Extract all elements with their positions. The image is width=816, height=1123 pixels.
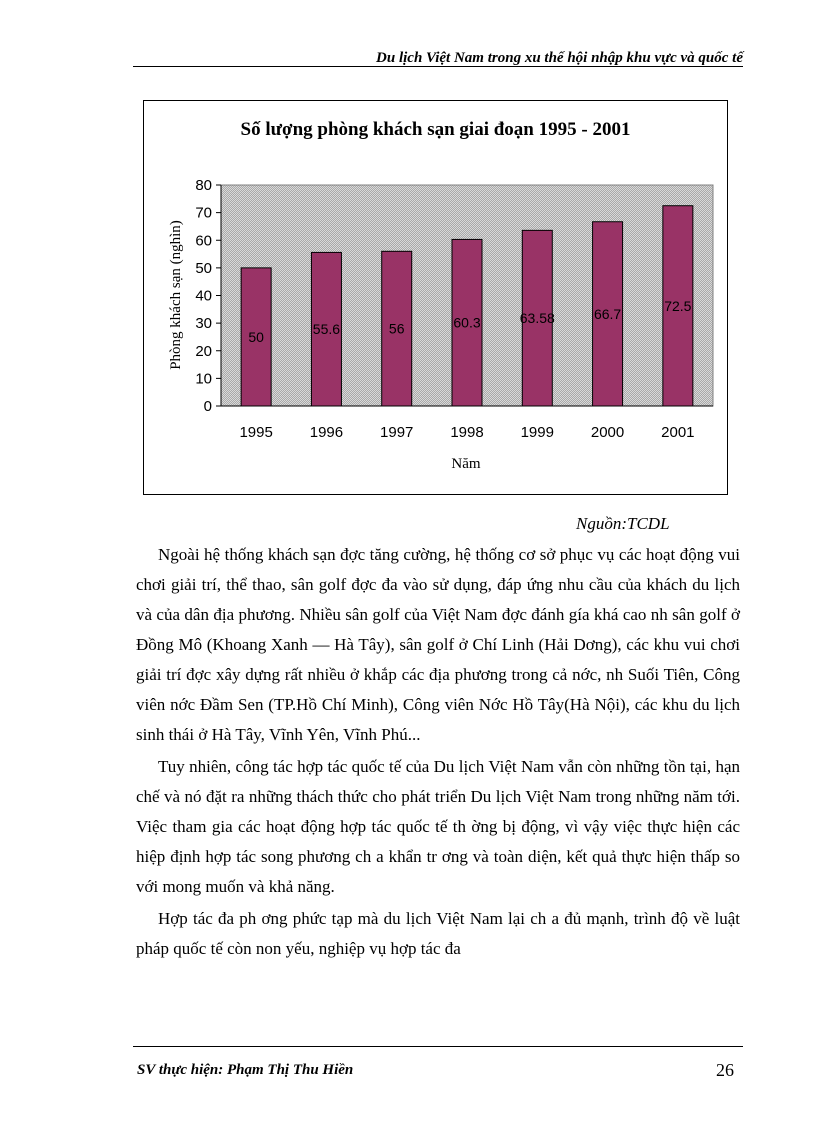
paragraph: Tuy nhiên, công tác hợp tác quốc tế của Du lịch Việt Nam vẫn còn những tồn tại, hạn chế và nó đặt ra những thách thức cho phát triển Du lịch Việt Nam trong những năm tới. Việc tham gia các hoạt động hợp tác quốc tế th ờng bị động, vì vậy việc thực hiện các hiệp định hợp tác song phương ch a khẩn tr ơng và toàn diện, kết quả thực hiện thấp so với mong muốn và khả năng.: [136, 757, 740, 896]
header-title: Du lịch Việt Nam trong xu thế hội nhập khu vực và quốc tế: [376, 50, 743, 66]
chart-plot: [144, 101, 727, 494]
y-axis: [195, 177, 221, 415]
y-tick-label: 50: [195, 259, 212, 277]
x-tick-label: 1996: [309, 424, 344, 441]
data-label: 66.7: [593, 305, 622, 322]
paragraph: Hợp tác đa ph ơng phức tạp mà du lịch Việt Nam lại ch a đủ mạnh, trình độ về luật pháp quốc tế còn non yếu, nghiệp vụ hợp tác đa: [136, 909, 740, 958]
y-tick-label: 20: [195, 342, 212, 360]
x-tick-label: 2000: [590, 424, 625, 441]
x-tick-label: 1997: [380, 424, 414, 441]
x-axis-label: Năm: [451, 456, 481, 472]
y-tick-label: 70: [195, 204, 212, 222]
x-tick-label: 1999: [520, 424, 554, 441]
body-text: [136, 540, 740, 966]
paragraph: Ngoài hệ thống khách sạn đợc tăng cường, hệ thống cơ sở phục vụ các hoạt động vui chơi giải trí, thể thao, sân golf đợc đa vào sử dụng, đáp ứng nhu cầu của khách du lịch và của dân địa phương. Nhiều sân golf của Việt Nam đợc đánh gía khá cao nh sân golf ở Đồng Mô (Khoang Xanh — Hà Tây), sân golf ở Chí Linh (Hải Dơng), các khu vui chơi giải trí đợc xây dựng rất nhiều ở khắp các địa phương trong cả nớc, nh Suối Tiên, Công viên nớc Đầm Sen (TP.Hồ Chí Minh), Công viên Nớc Hồ Tây(Hà Nội), các khu du lịch sinh thái ở Hà Tây, Vĩnh Yên, Vĩnh Phú...: [136, 545, 740, 744]
chart-title: Số lượng phòng khách sạn giai đoạn 1995 - 2001: [240, 119, 631, 140]
y-tick-label: 10: [195, 370, 212, 388]
y-axis-label: Phòng khách sạn (nghìn): [168, 220, 184, 370]
y-tick-label: 0: [203, 398, 212, 415]
data-label: 50: [248, 328, 264, 345]
y-tick-label: 30: [195, 315, 212, 333]
bar-chart: [143, 100, 728, 495]
footer-author: SV thực hiện: Phạm Thị Thu Hiền: [137, 1062, 354, 1078]
data-label: 56: [388, 320, 405, 337]
page-number: 26: [716, 1060, 734, 1080]
running-header: [133, 52, 743, 67]
y-tick-label: 40: [195, 287, 212, 305]
x-tick-label: 2001: [661, 424, 695, 441]
source-note: Nguồn:TCDL: [576, 514, 670, 533]
data-label: 63.58: [519, 310, 555, 327]
footer-rule: [133, 1046, 743, 1047]
data-label: 72.5: [664, 297, 692, 314]
y-tick-label: 60: [195, 232, 212, 250]
data-label: 55.6: [312, 321, 341, 338]
x-tick-label: 1995: [239, 424, 273, 441]
y-tick-label: 80: [195, 177, 212, 194]
data-label: 60.3: [453, 314, 481, 331]
x-tick-label: 1998: [450, 424, 484, 441]
x-axis: [221, 406, 713, 441]
